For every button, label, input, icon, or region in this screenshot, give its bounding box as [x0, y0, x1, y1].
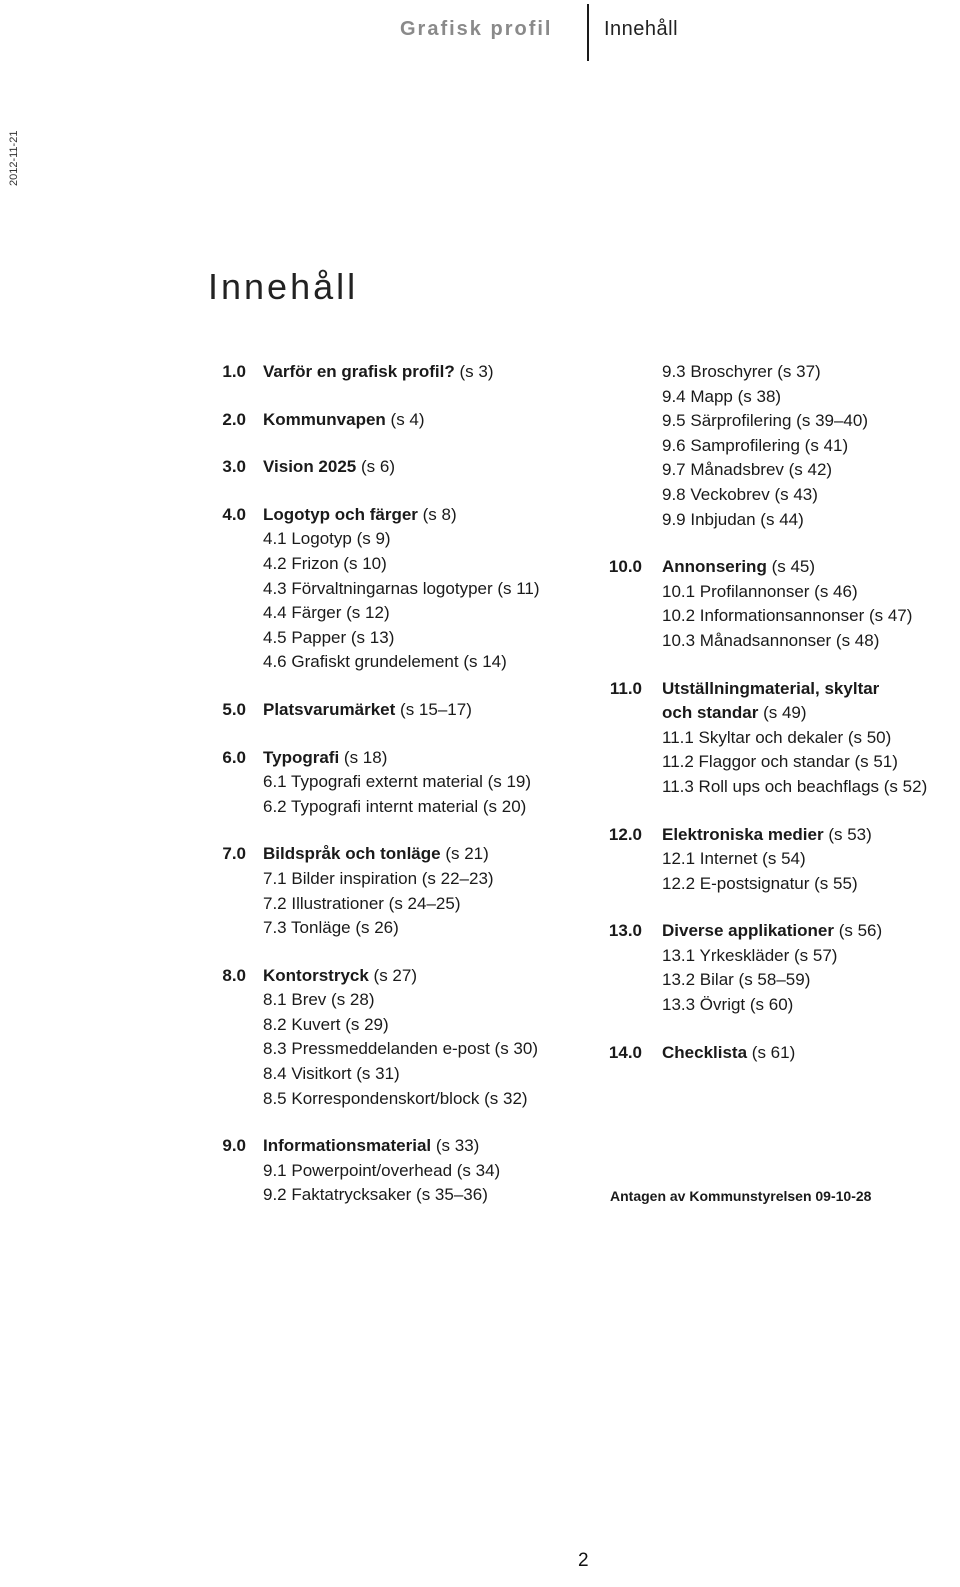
header-brand: Grafisk profil	[400, 18, 553, 40]
toc-entry-number: 4.0	[222, 504, 246, 524]
toc-entry-number: 5.0	[222, 699, 246, 719]
toc-subentry: 9.6 Samprofilering (s 41)	[662, 435, 849, 455]
toc-subentry: 6.2 Typografi internt material (s 20)	[263, 796, 527, 816]
header-divider	[587, 4, 589, 61]
toc-entry-page: (s 45)	[771, 557, 816, 577]
toc-entry	[590, 1041, 927, 1066]
toc-entry-title	[263, 408, 425, 433]
toc-entry-page: (s 6)	[360, 457, 395, 477]
header-section-title: Innehåll	[604, 18, 679, 40]
toc-section	[590, 677, 927, 800]
toc-subentry: 9.4 Mapp (s 38)	[662, 386, 782, 406]
toc-section	[200, 964, 540, 1112]
toc-entry	[200, 455, 540, 480]
toc-section	[590, 555, 927, 653]
toc-entry	[200, 1134, 540, 1159]
approval-note: Antagen av Kommunstyrelsen 09-10-28	[610, 1188, 872, 1204]
toc-entry-heading: Logotyp och färger	[263, 504, 418, 524]
document-date: 2012-11-21	[8, 130, 20, 186]
toc-entry	[200, 964, 540, 989]
toc-entry	[590, 919, 927, 944]
toc-section	[200, 698, 540, 723]
toc-entry	[200, 503, 540, 528]
toc-section	[200, 842, 540, 940]
toc-entry-page: (s 27)	[373, 965, 418, 985]
toc-subentry: 4.3 Förvaltningarnas logotyper (s 11)	[263, 578, 540, 598]
toc-section	[200, 360, 540, 385]
toc-entry-page: (s 53)	[828, 824, 872, 844]
toc-entry	[200, 698, 540, 723]
toc-entry	[200, 842, 540, 867]
toc-entry-title	[263, 842, 489, 867]
toc-entry-heading: Platsvarumärket	[263, 699, 396, 719]
toc-subentry: 9.9 Inbjudan (s 44)	[662, 509, 804, 529]
toc-entry-heading: Varför en grafisk profil?	[263, 362, 455, 381]
toc-entry-page: (s 4)	[390, 409, 425, 429]
toc-entry-number: 1.0	[222, 362, 246, 381]
toc-entry-number: 12.0	[608, 824, 642, 844]
toc-entry-title	[263, 1134, 479, 1159]
toc-entry	[590, 677, 927, 726]
toc-entry-number: 8.0	[222, 965, 246, 985]
toc-section	[590, 360, 927, 532]
toc-entry-title	[662, 919, 882, 944]
toc-entry-page: (s 21)	[445, 844, 489, 864]
toc-entry-page: (s 33)	[435, 1136, 480, 1156]
toc-entry-title	[662, 555, 815, 580]
toc-entry-number: 13.0	[608, 921, 642, 941]
toc-subentry: 4.1 Logotyp (s 9)	[263, 529, 391, 549]
toc-right-column	[590, 360, 927, 1065]
toc-entry-heading: Checklista	[662, 1042, 748, 1062]
toc-section	[590, 1041, 927, 1066]
toc-entry-number: 10.0	[608, 557, 642, 577]
toc-section	[590, 823, 927, 897]
toc-entry-number: 7.0	[222, 844, 246, 864]
toc-entry-heading: Utställningmaterial, skyltar	[662, 678, 880, 698]
toc-subentry: 4.2 Frizon (s 10)	[263, 553, 387, 573]
toc-section	[200, 503, 540, 675]
toc-entry-heading: Annonsering	[662, 557, 767, 577]
toc-subentry: 8.1 Brev (s 28)	[263, 990, 375, 1010]
toc-section	[200, 1134, 540, 1208]
toc-subentry: 7.3 Tonläge (s 26)	[263, 918, 399, 938]
toc-entry-page: (s 8)	[422, 504, 457, 524]
toc-entry-title	[662, 677, 879, 726]
toc-subentry: 9.5 Särprofilering (s 39–40)	[662, 411, 869, 431]
toc-subentry: 8.4 Visitkort (s 31)	[263, 1064, 400, 1084]
toc-entry-title	[263, 964, 417, 989]
toc-subentry: 8.3 Pressmeddelanden e-post (s 30)	[263, 1039, 538, 1059]
toc-subentry: 10.1 Profilannonser (s 46)	[662, 581, 858, 601]
toc-entry-number: 11.0	[609, 678, 642, 698]
toc-subentry: 11.2 Flaggor och standar (s 51)	[662, 752, 898, 772]
toc-entry-number: 2.0	[222, 409, 246, 429]
toc-subentry: 6.1 Typografi externt material (s 19)	[263, 772, 532, 792]
toc-entry	[590, 555, 927, 580]
toc-entry-number: 6.0	[222, 747, 246, 767]
toc-entry	[590, 823, 927, 848]
toc-entry-title	[263, 503, 457, 528]
toc-subentry: 8.2 Kuvert (s 29)	[263, 1014, 389, 1034]
page-number: 2	[578, 1550, 589, 1571]
toc-section	[200, 746, 540, 820]
toc-subentry: 9.7 Månadsbrev (s 42)	[662, 460, 833, 480]
toc-entry-heading: Elektroniska medier	[662, 824, 824, 844]
toc-subentry: 7.1 Bilder inspiration (s 22–23)	[263, 868, 494, 888]
toc-entry-heading: Diverse applikationer	[662, 921, 834, 941]
toc-subentry: 9.1 Powerpoint/overhead (s 34)	[263, 1160, 501, 1180]
toc-entry	[200, 746, 540, 771]
toc-entry-page: (s 56)	[838, 921, 883, 941]
toc-subentry: 8.5 Korrespondenskort/block (s 32)	[263, 1088, 528, 1108]
toc-subentry: 4.5 Papper (s 13)	[263, 627, 395, 647]
toc-entry-number: 14.0	[608, 1042, 642, 1062]
toc-subentry: 13.1 Yrkeskläder (s 57)	[662, 945, 838, 965]
toc-section	[590, 919, 927, 1017]
toc-subentry: 11.3 Roll ups och beachflags (s 52)	[662, 776, 928, 796]
toc-entry-page: (s 15–17)	[400, 699, 472, 719]
toc-entry-title	[263, 746, 387, 771]
toc-subentry: 9.3 Broschyrer (s 37)	[662, 362, 821, 381]
toc-entry-page: (s 18)	[343, 747, 388, 767]
toc-entry-title	[263, 698, 472, 723]
toc-subentry: 9.8 Veckobrev (s 43)	[662, 484, 818, 504]
toc-entry	[200, 360, 540, 385]
toc-entry-number: 9.0	[222, 1136, 246, 1156]
toc-subentry: 13.2 Bilar (s 58–59)	[662, 970, 811, 990]
toc-subentry: 10.2 Informationsannonser (s 47)	[662, 606, 913, 626]
toc-entry-page: (s 49)	[763, 703, 807, 723]
toc-entry-heading-cont: och standar	[662, 703, 759, 723]
toc-subentry: 7.2 Illustrationer (s 24–25)	[263, 893, 461, 913]
toc-subentry: 9.2 Faktatrycksaker (s 35–36)	[263, 1185, 488, 1205]
toc-entry-page: (s 3)	[459, 362, 494, 381]
toc-subentry: 12.1 Internet (s 54)	[662, 849, 806, 869]
toc-subentry: 12.2 E-postsignatur (s 55)	[662, 873, 858, 893]
toc-subentry: 10.3 Månadsannonser (s 48)	[662, 630, 880, 650]
toc-subentry: 13.3 Övrigt (s 60)	[662, 995, 794, 1015]
toc-section	[200, 455, 540, 480]
toc-left-column	[200, 360, 540, 1208]
toc-entry-page: (s 61)	[751, 1042, 796, 1062]
toc-entry-title	[662, 823, 872, 848]
toc-entry-heading: Typografi	[263, 747, 340, 767]
toc-subentry: 4.4 Färger (s 12)	[263, 603, 390, 623]
toc-entry-heading: Informationsmaterial	[263, 1136, 432, 1156]
toc-entry-title	[662, 1041, 795, 1066]
toc-entry-heading: Kommunvapen	[263, 409, 386, 429]
toc-section	[200, 408, 540, 433]
page-title: Innehåll	[208, 266, 359, 307]
toc-entry-heading: Bildspråk och tonläge	[263, 844, 441, 864]
toc-entry-number: 3.0	[222, 457, 246, 477]
toc-entry-title	[263, 455, 395, 480]
toc-entry-heading: Vision 2025	[263, 457, 357, 477]
toc-entry	[200, 408, 540, 433]
toc-entry-title	[263, 360, 494, 385]
toc-subentry: 4.6 Grafiskt grundelement (s 14)	[263, 652, 507, 672]
toc-entry-heading: Kontorstryck	[263, 965, 369, 985]
toc-subentry: 11.1 Skyltar och dekaler (s 50)	[662, 727, 892, 747]
